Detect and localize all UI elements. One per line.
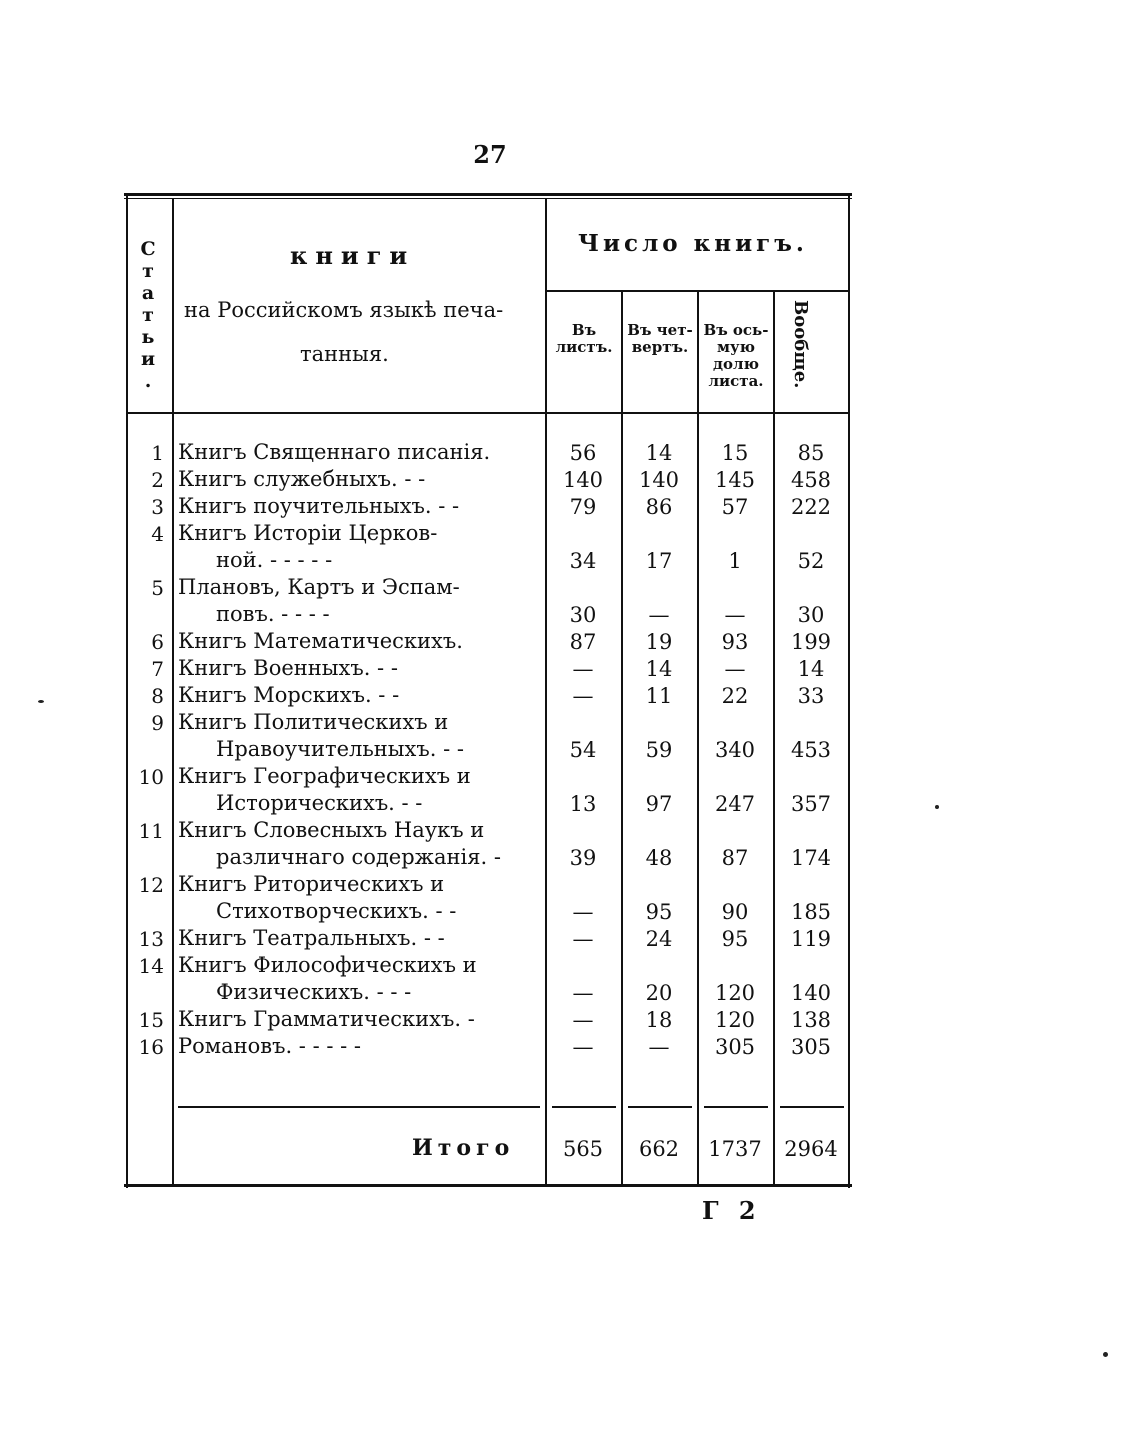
row-label: [178, 817, 528, 871]
cell-folio: 79: [569, 495, 597, 519]
row-label: [178, 520, 528, 574]
subheader-folio: Въ листъ.: [555, 321, 613, 356]
row-label: [178, 925, 528, 952]
row-number: 11: [138, 819, 164, 843]
totals-folio: 565: [562, 1137, 604, 1161]
cell-folio: —: [572, 684, 594, 708]
cell-folio: 13: [569, 792, 597, 816]
row-label-line: ной. - - - - -: [216, 548, 333, 572]
row-label: [178, 493, 528, 520]
cell-total: 138: [790, 1008, 832, 1032]
row-label-line: Книгъ Театральныхъ. - -: [178, 926, 445, 950]
row-label-line: Книгъ Математическихъ.: [178, 629, 463, 653]
row-label-line: Книгъ поучительныхъ. - -: [178, 494, 460, 518]
cell-total: 30: [797, 603, 825, 627]
cell-octavo: 247: [714, 792, 756, 816]
row-label: [178, 871, 528, 925]
scan-speck: [935, 805, 939, 809]
scan-speck: [1103, 1352, 1108, 1357]
row-label: [178, 763, 528, 817]
column-header-books: книги: [290, 241, 416, 270]
row-number: 6: [151, 630, 164, 654]
cell-quarto: 19: [645, 630, 673, 654]
totals-quarto: 662: [638, 1137, 680, 1161]
totals-total: 2964: [784, 1137, 838, 1161]
cell-folio: 56: [569, 441, 597, 465]
column-header-books-sub1: на Российскомъ языкѣ печа-: [184, 298, 504, 322]
row-label: [178, 655, 528, 682]
row-label-line: Книгъ Грамматическихъ. -: [178, 1007, 475, 1031]
row-label-line: Книгъ Философическихъ и: [178, 953, 477, 977]
totals-label: Итого: [412, 1135, 515, 1161]
cell-quarto: —: [648, 1035, 670, 1059]
cell-quarto: 18: [645, 1008, 673, 1032]
cell-octavo: 15: [721, 441, 749, 465]
cell-total: 199: [790, 630, 832, 654]
cell-total: 33: [797, 684, 825, 708]
row-number: 2: [151, 468, 164, 492]
row-label-line: Нравоучительныхъ. - -: [216, 737, 464, 761]
cell-folio: 87: [569, 630, 597, 654]
printer-signature: Г 2: [702, 1196, 762, 1225]
cell-octavo: 145: [714, 468, 756, 492]
cell-quarto: 14: [645, 441, 673, 465]
cell-total: 52: [797, 549, 825, 573]
row-label: [178, 574, 528, 628]
row-label: [178, 952, 528, 1006]
row-label-line: Книгъ Военныхъ. - -: [178, 656, 398, 680]
row-label-line: Романовъ. - - - - -: [178, 1034, 361, 1058]
cell-quarto: 97: [645, 792, 673, 816]
cell-quarto: 140: [638, 468, 680, 492]
row-number: 12: [138, 873, 164, 897]
cell-quarto: 86: [645, 495, 673, 519]
row-label: [178, 1033, 528, 1060]
cell-quarto: 14: [645, 657, 673, 681]
row-number: 3: [151, 495, 164, 519]
cell-folio: 39: [569, 846, 597, 870]
row-label-line: Плановъ, Картъ и Эспам-: [178, 575, 460, 599]
row-label-line: Книгъ Словесныхъ Наукъ и: [178, 818, 485, 842]
cell-quarto: 24: [645, 927, 673, 951]
cell-total: 85: [797, 441, 825, 465]
subheader-quarto: Въ чет- вертъ.: [627, 321, 693, 356]
scan-speck: [38, 700, 44, 703]
cell-folio: —: [572, 1035, 594, 1059]
subheader-octavo: Въ ось- мую долю листа.: [703, 321, 769, 390]
cell-octavo: 87: [721, 846, 749, 870]
row-label-line: Историческихъ. - -: [216, 791, 423, 815]
cell-quarto: 59: [645, 738, 673, 762]
row-number: 4: [151, 522, 164, 546]
row-label-line: Книгъ Священнаго писанія.: [178, 440, 491, 464]
row-label-line: Книгъ служебныхъ. - -: [178, 467, 426, 491]
column-header-number-of-books: Число книгъ.: [578, 230, 808, 257]
cell-folio: —: [572, 657, 594, 681]
row-label-line: Книгъ Политическихъ и: [178, 710, 449, 734]
cell-total: 140: [790, 981, 832, 1005]
cell-folio: 140: [562, 468, 604, 492]
cell-octavo: —: [724, 603, 746, 627]
row-number: 9: [151, 711, 164, 735]
cell-octavo: 22: [721, 684, 749, 708]
column-header-books-sub2: танныя.: [300, 342, 389, 366]
cell-octavo: 93: [721, 630, 749, 654]
cell-folio: —: [572, 981, 594, 1005]
row-label-line: различнаго содержанія. -: [216, 845, 501, 869]
row-number: 8: [151, 684, 164, 708]
cell-folio: —: [572, 927, 594, 951]
cell-octavo: 90: [721, 900, 749, 924]
cell-octavo: —: [724, 657, 746, 681]
cell-folio: 54: [569, 738, 597, 762]
page-number: 27: [473, 140, 507, 169]
column-header-stati: С т а т ь и .: [140, 238, 156, 392]
row-number: 7: [151, 657, 164, 681]
row-label-line: Книгъ Риторическихъ и: [178, 872, 445, 896]
row-label-line: Книгъ Морскихъ. - -: [178, 683, 400, 707]
row-number: 13: [138, 927, 164, 951]
row-label: [178, 628, 528, 655]
row-label-line: Физическихъ. - - -: [216, 980, 412, 1004]
row-number: 10: [138, 765, 164, 789]
cell-octavo: 57: [721, 495, 749, 519]
cell-quarto: 48: [645, 846, 673, 870]
row-label: [178, 466, 528, 493]
cell-total: 222: [790, 495, 832, 519]
row-number: 14: [138, 954, 164, 978]
row-number: 16: [138, 1035, 164, 1059]
cell-quarto: —: [648, 603, 670, 627]
cell-octavo: 1: [728, 549, 742, 573]
cell-octavo: 120: [714, 1008, 756, 1032]
cell-total: 305: [790, 1035, 832, 1059]
cell-total: 119: [790, 927, 832, 951]
cell-quarto: 20: [645, 981, 673, 1005]
cell-total: 185: [790, 900, 832, 924]
row-number: 5: [151, 576, 164, 600]
cell-quarto: 95: [645, 900, 673, 924]
subheader-total: Вообще.: [790, 300, 811, 389]
cell-folio: 34: [569, 549, 597, 573]
cell-total: 458: [790, 468, 832, 492]
cell-total: 453: [790, 738, 832, 762]
row-label-line: повъ. - - - -: [216, 602, 330, 626]
cell-folio: —: [572, 1008, 594, 1032]
cell-total: 14: [797, 657, 825, 681]
totals-octavo: 1737: [708, 1137, 762, 1161]
cell-octavo: 340: [714, 738, 756, 762]
row-label-line: Книгъ Географическихъ и: [178, 764, 471, 788]
row-number: 1: [151, 441, 164, 465]
row-label: [178, 709, 528, 763]
cell-total: 357: [790, 792, 832, 816]
row-label: [178, 1006, 528, 1033]
row-label-line: Книгъ Исторіи Церков-: [178, 521, 438, 545]
row-label-line: Стихотворческихъ. - -: [216, 899, 457, 923]
cell-octavo: 305: [714, 1035, 756, 1059]
cell-octavo: 95: [721, 927, 749, 951]
row-label: [178, 682, 528, 709]
cell-total: 174: [790, 846, 832, 870]
cell-quarto: 11: [645, 684, 673, 708]
cell-folio: —: [572, 900, 594, 924]
cell-folio: 30: [569, 603, 597, 627]
cell-quarto: 17: [645, 549, 673, 573]
row-number: 15: [138, 1008, 164, 1032]
row-label: [178, 439, 528, 466]
cell-octavo: 120: [714, 981, 756, 1005]
